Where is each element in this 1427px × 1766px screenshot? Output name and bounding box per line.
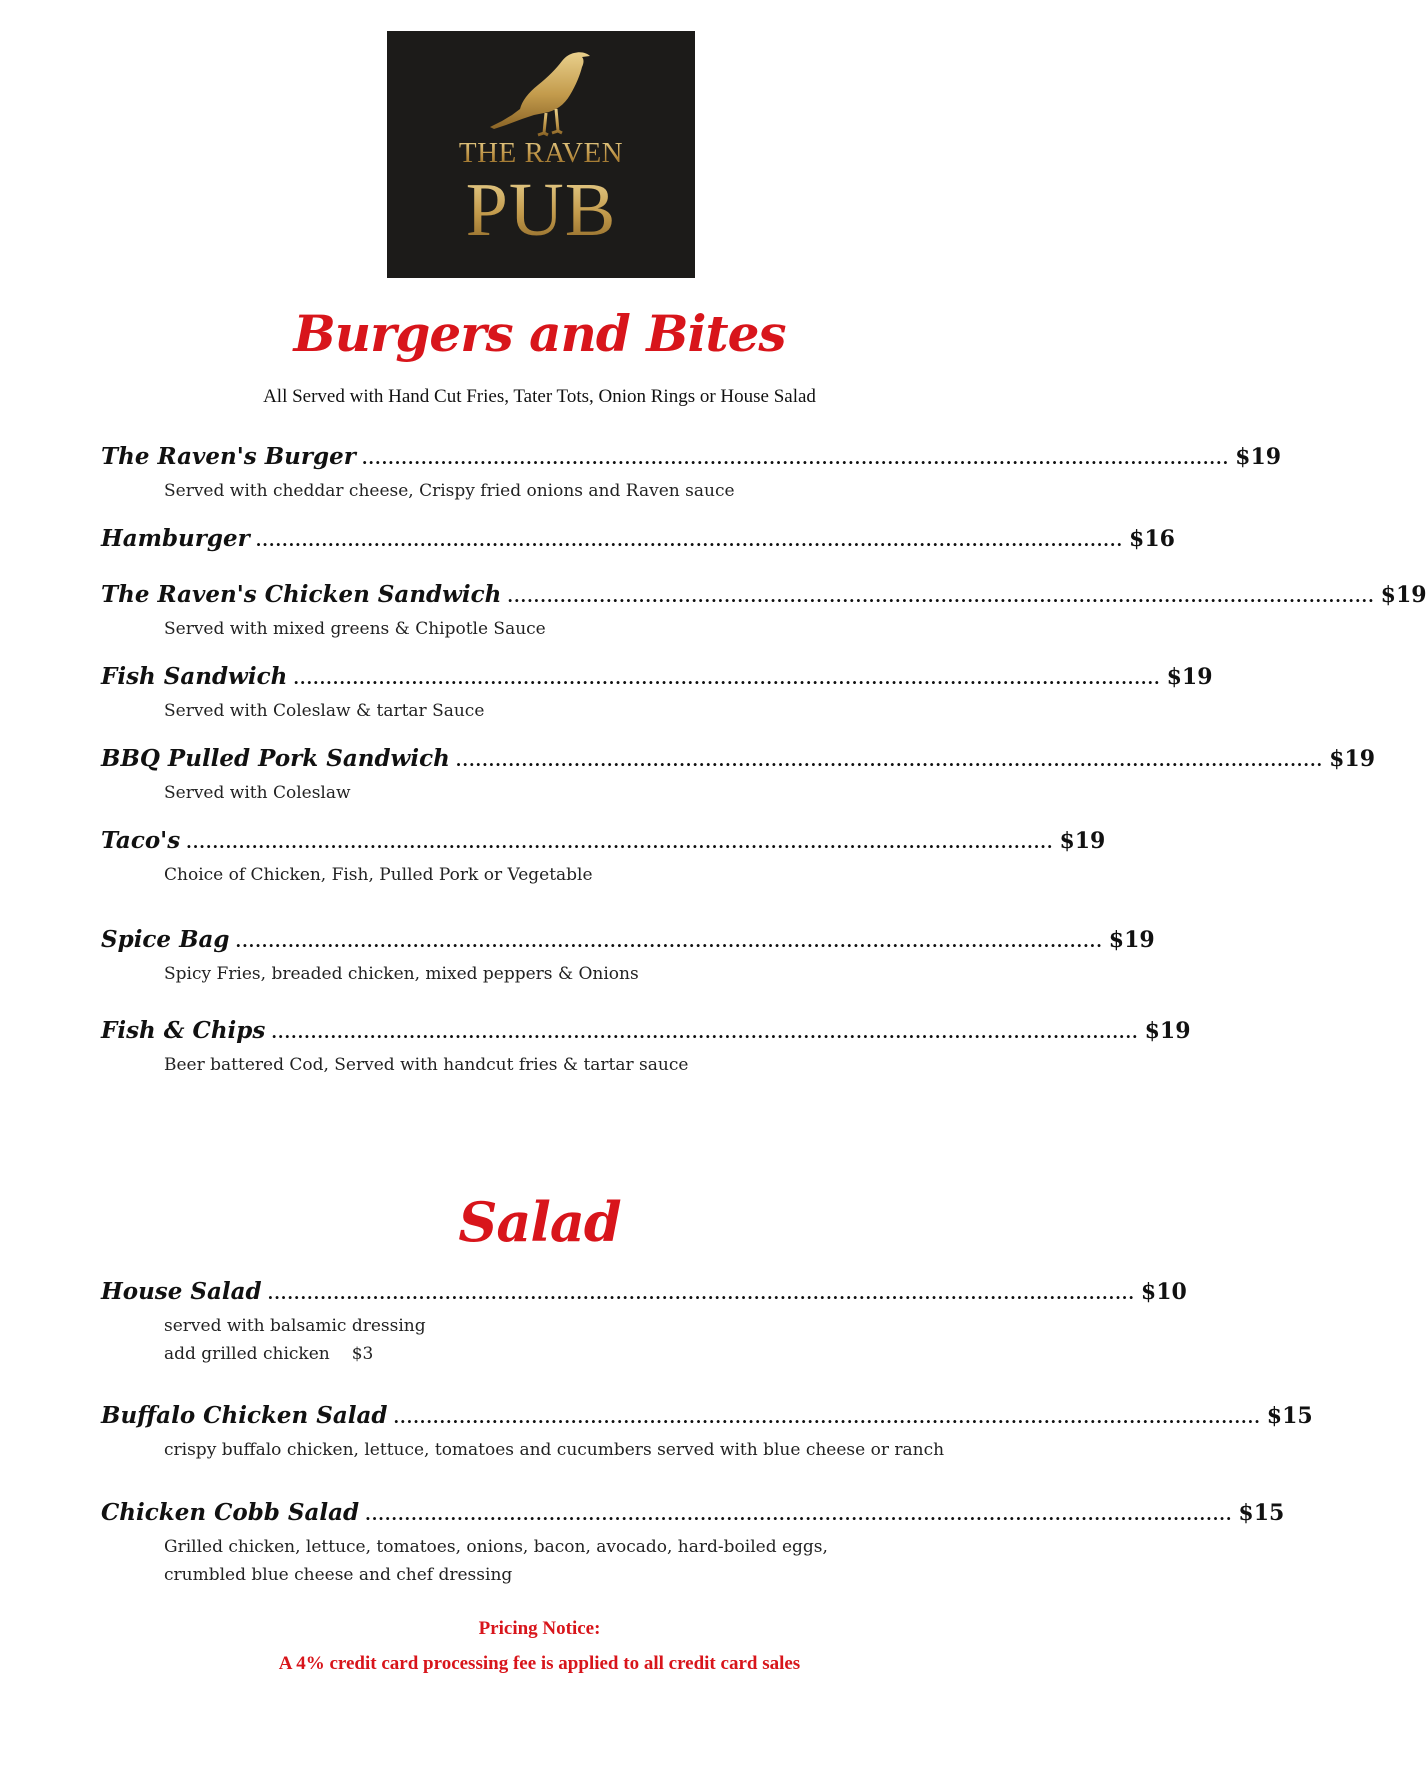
item-name: Taco's xyxy=(101,827,181,854)
item-description: Served with Coleslaw & tartar Sauce xyxy=(164,701,485,721)
item-price: $19 xyxy=(1144,1018,1191,1044)
item-description: Served with mixed greens & Chipotle Sauce xyxy=(164,619,546,639)
pricing-notice-title: Pricing Notice: xyxy=(478,1618,601,1639)
item-description: Beer battered Cod, Served with handcut fries & tartar sauce xyxy=(164,1055,689,1075)
item-price: $19 xyxy=(1329,746,1376,772)
raven-icon xyxy=(486,45,596,141)
item-name: Fish & Chips xyxy=(101,1017,266,1044)
item-description: crispy buffalo chicken, lettuce, tomatoes and cucumbers served with blue cheese or ranch xyxy=(164,1440,945,1460)
item-name: Chicken Cobb Salad xyxy=(101,1499,360,1526)
item-name: Buffalo Chicken Salad xyxy=(101,1402,388,1429)
logo-text-line1: THE RAVEN xyxy=(458,137,624,169)
leader-dots: .................................................................................................................................... xyxy=(507,587,1375,606)
item-name: Hamburger xyxy=(101,525,250,552)
leader-dots: .................................................................................................................................... xyxy=(455,751,1324,770)
item-description: served with balsamic dressing xyxy=(164,1316,426,1336)
addon-price: $3 xyxy=(351,1344,374,1364)
item-price: $16 xyxy=(1129,526,1175,552)
leader-dots: .................................................................................................................................... xyxy=(361,449,1230,468)
leader-dots: .................................................................................................................................... xyxy=(293,669,1161,688)
item-name: The Raven's Burger xyxy=(101,443,356,470)
leader-dots: .................................................................................................................................... xyxy=(267,1284,1135,1303)
menu-item-hamburger xyxy=(101,525,1175,557)
menu-item-fish-sandwich xyxy=(101,663,1213,695)
pricing-notice-text: A 4% credit card processing fee is applied to all credit card sales xyxy=(278,1653,801,1674)
leader-dots: .................................................................................................................................... xyxy=(235,932,1103,951)
menu-item-buffalo-chicken-salad xyxy=(101,1402,1313,1434)
item-price: $15 xyxy=(1238,1500,1285,1526)
menu-item-chicken-cobb-salad xyxy=(101,1499,1285,1531)
section-title-burgers: Burgers and Bites xyxy=(293,304,786,363)
leader-dots: .................................................................................................................................... xyxy=(393,1408,1261,1427)
pub-logo xyxy=(387,31,695,278)
item-name: House Salad xyxy=(101,1278,262,1305)
logo-text-line2: PUB xyxy=(465,168,617,252)
leader-dots: .................................................................................................................................... xyxy=(271,1023,1139,1042)
item-addon xyxy=(164,1340,984,1368)
menu-item-fish-and-chips xyxy=(101,1017,1191,1049)
addon-label: add grilled chicken xyxy=(164,1344,330,1364)
leader-dots: .................................................................................................................................... xyxy=(186,833,1054,852)
menu-item-spice-bag xyxy=(101,926,1155,958)
menu-item-bbq-pulled-pork xyxy=(101,745,1376,777)
item-name: BBQ Pulled Pork Sandwich xyxy=(101,745,450,772)
item-name: Spice Bag xyxy=(101,926,230,953)
menu-item-house-salad xyxy=(101,1278,1187,1310)
item-description: Choice of Chicken, Fish, Pulled Pork or Vegetable xyxy=(164,865,593,885)
item-name: The Raven's Chicken Sandwich xyxy=(101,581,502,608)
item-price: $15 xyxy=(1266,1403,1313,1429)
item-description: Served with cheddar cheese, Crispy fried onions and Raven sauce xyxy=(164,481,735,501)
item-price: $19 xyxy=(1380,582,1427,608)
leader-dots: .................................................................................................................................... xyxy=(365,1505,1233,1524)
item-description-line2: crumbled blue cheese and chef dressing xyxy=(164,1565,513,1585)
item-price: $19 xyxy=(1166,664,1213,690)
item-price: $19 xyxy=(1108,927,1155,953)
item-price: $19 xyxy=(1059,828,1106,854)
leader-dots: .................................................................................................................................... xyxy=(255,531,1124,550)
item-name: Fish Sandwich xyxy=(101,663,288,690)
item-description: Spicy Fries, breaded chicken, mixed peppers & Onions xyxy=(164,964,639,984)
item-price: $19 xyxy=(1235,444,1282,470)
section-title-salad: Salad xyxy=(458,1190,621,1254)
menu-item-ravens-burger xyxy=(101,443,1282,475)
item-description: Grilled chicken, lettuce, tomatoes, onions, bacon, avocado, hard-boiled eggs, xyxy=(164,1537,828,1557)
section-subtitle-burgers: All Served with Hand Cut Fries, Tater Tots, Onion Rings or House Salad xyxy=(263,386,816,407)
item-price: $10 xyxy=(1140,1279,1187,1305)
menu-item-tacos xyxy=(101,827,1106,859)
item-description: Served with Coleslaw xyxy=(164,783,351,803)
menu-item-chicken-sandwich xyxy=(101,581,1427,613)
